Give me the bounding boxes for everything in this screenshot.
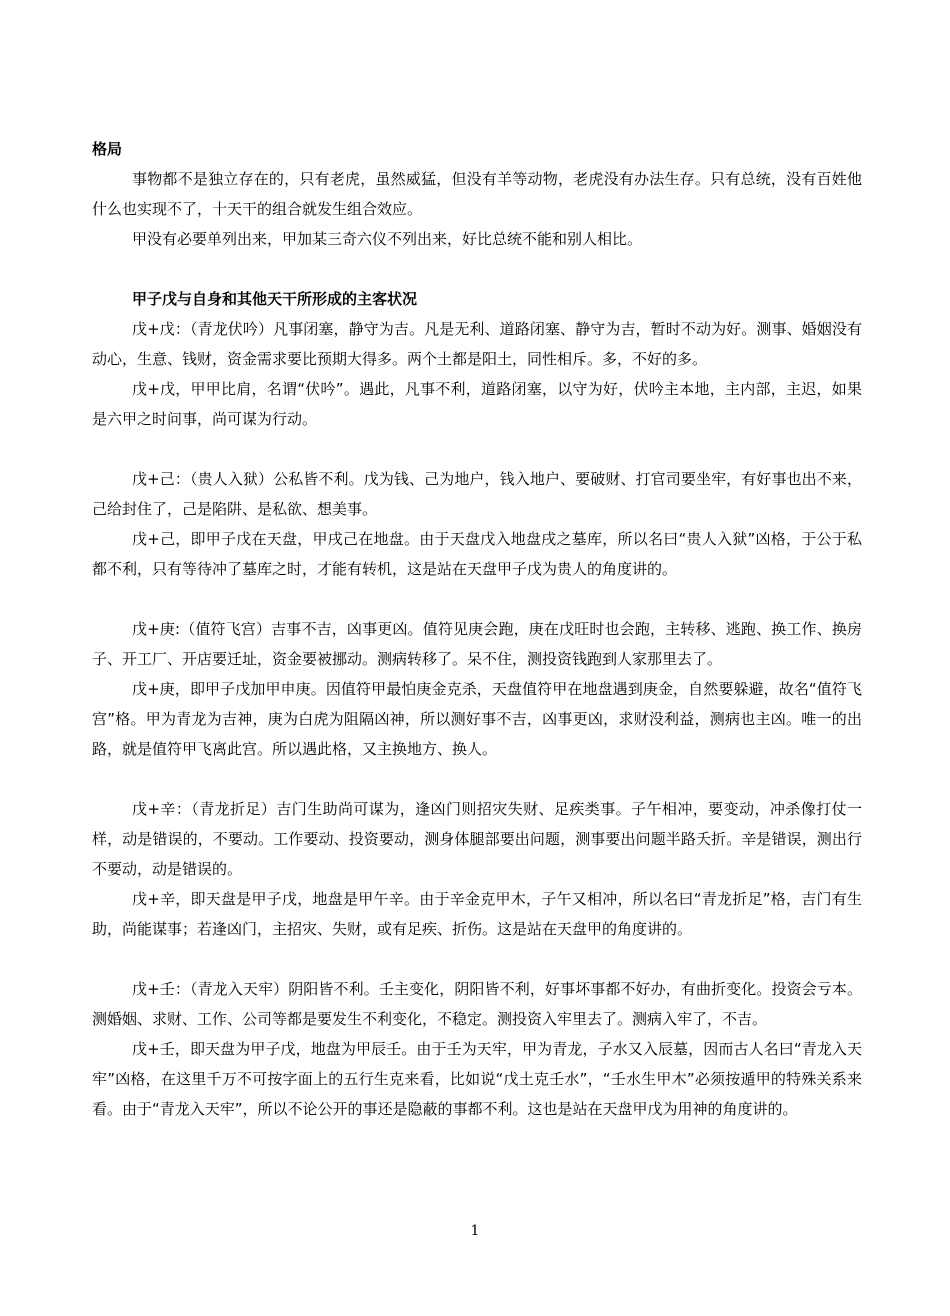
wu-wu-detail: 戊+戊，甲甲比肩，名谓“伏吟”。遇此，凡事不利，道路闭塞，以守为好，伏吟主本地，主内部，主迟，如果是六甲之时问事，尚可谋为行动。 <box>92 380 862 428</box>
spacer <box>92 944 862 974</box>
wu-geng-summary: 戊+庚:（值符飞宫）吉事不吉，凶事更凶。值符见庚会跑，庚在戊旺时也会跑，主转移、逃跑、换工作、换房子、开工厂、开店要迁址，资金要被挪动。测病转移了。呆不住，测投资钱跑到人家那里去了。 <box>92 620 862 668</box>
wu-ren-summary: 戊+壬：（青龙入天牢）阴阳皆不利。壬主变化，阴阳皆不利，好事坏事都不好办，有曲折变化。投资会亏本。测婚姻、求财、工作、公司等都是要发生不利变化，不稳定。测投资入牢里去了。测病入牢了，不吉。 <box>92 980 862 1028</box>
wu-wu-summary: 戊+戊：（青龙伏吟）凡事闭塞，静守为吉。凡是无利、道路闭塞、静守为吉，暂时不动为好。测事、婚姻没有动心，生意、钱财，资金需求要比预期大得多。两个土都是阳土，同性相斥。多，不好的多。 <box>92 320 862 368</box>
wu-xin-summary: 戊+辛：（青龙折足）吉门生助尚可谋为，逢凶门则招灾失财、足疾类事。子午相冲，要变动，冲杀像打仗一样，动是错误的，不要动。工作要动、投资要动，测身体腿部要出问题，测事要出问题半路夭折。辛是错误，测出行不要动，动是错误的。 <box>92 800 862 878</box>
intro-paragraph-1: 事物都不是独立存在的，只有老虎，虽然威猛，但没有羊等动物，老虎没有办法生存。只有总统，没有百姓他什么也实现不了，十天干的组合就发生组合效应。 <box>92 170 862 218</box>
intro-paragraph-2: 甲没有必要单列出来，甲加某三奇六仪不列出来，好比总统不能和别人相比。 <box>132 230 643 248</box>
wu-geng-detail: 戊+庚，即甲子戊加甲申庚。因值符甲最怕庚金克杀，天盘值符甲在地盘遇到庚金，自然要躲避，故名“值符飞宫”格。甲为青龙为吉神，庚为白虎为阻隔凶神，所以测好事不吉，凶事更凶，求财没利益，测病也主凶。唯一的出路，就是值符甲飞离此宫。所以遇此格，又主换地方、换人。 <box>92 680 862 758</box>
spacer <box>92 584 862 614</box>
spacer <box>92 434 862 464</box>
section-heading: 甲子戊与自身和其他天干所形成的主客状况 <box>132 290 418 308</box>
document-body <box>92 134 862 1124</box>
page-number: 1 <box>470 1223 480 1239</box>
wu-ji-detail: 戊+己，即甲子戊在天盘，甲戌己在地盘。由于天盘戊入地盘戌之墓库，所以名曰“贵人入狱”凶格，于公于私都不利，只有等待冲了墓库之时，才能有转机，这是站在天盘甲子戊为贵人的角度讲的。 <box>92 530 862 578</box>
wu-xin-detail: 戊+辛，即天盘是甲子戊，地盘是甲午辛。由于辛金克甲木，子午又相冲，所以名曰“青龙折足”格，吉门有生助，尚能谋事；若逢凶门，主招灾、失财，或有足疾、折伤。这是站在天盘甲的角度讲的。 <box>92 890 862 938</box>
document-title: 格局 <box>92 140 123 158</box>
spacer <box>92 764 862 794</box>
wu-ren-detail: 戊+壬，即天盘为甲子戊，地盘为甲辰壬。由于壬为天牢，甲为青龙，子水又入辰墓，因而古人名曰“青龙入天牢”凶格，在这里千万不可按字面上的五行生克来看，比如说“戊土克壬水”，“壬水生甲木”必须按遁甲的特殊关系来看。由于“青龙入天牢”，所以不论公开的事还是隐蔽的事都不利。这也是站在天盘甲戊为用神的角度讲的。 <box>92 1040 862 1118</box>
spacer <box>92 254 862 284</box>
wu-ji-summary: 戊+己：（贵人入狱）公私皆不利。戊为钱、己为地户，钱入地户、要破财、打官司要坐牢，有好事也出不来，己给封住了，己是陷阱、是私欲、想美事。 <box>92 470 862 518</box>
